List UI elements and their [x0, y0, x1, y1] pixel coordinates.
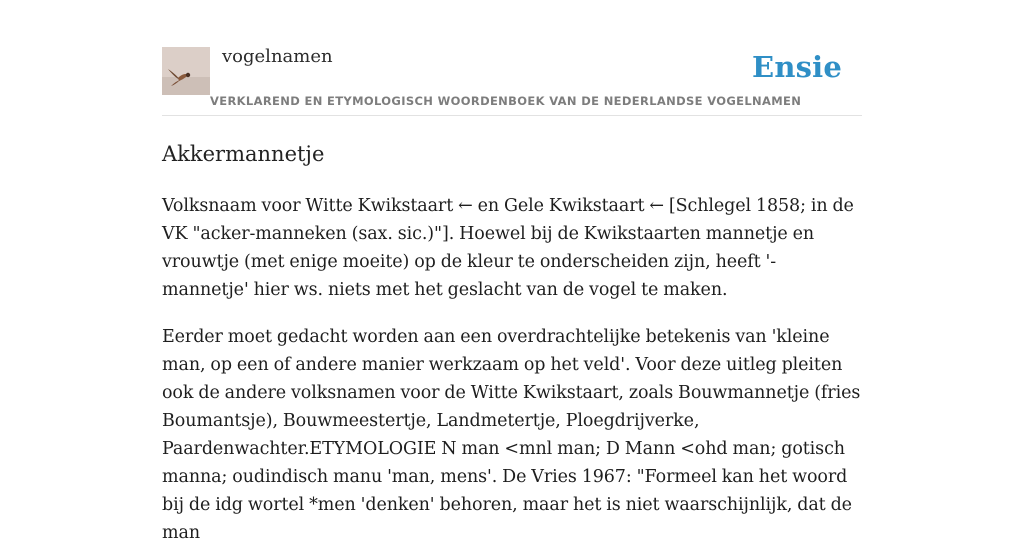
brand-logo[interactable]: Ensie	[752, 50, 842, 84]
entry-article	[162, 139, 862, 547]
entry-paragraph: Volksnaam voor Witte Kwikstaart ← en Gele Kwikstaart ← [Schlegel 1858; in de VK "acker-manneken (sax. sic.)"]. Hoewel bij de Kwikstaarten mannetje en vrouwtje (met enige moeite) op de kleur te onderscheiden zijn, heeft '-mannetje' hier ws. niets met het geslacht van de vogel te maken.	[162, 196, 854, 300]
entry-title: Akkermannetje	[162, 142, 325, 166]
bird-in-flight-icon[interactable]	[162, 47, 210, 95]
site-header	[162, 0, 862, 116]
entry-paragraph: Eerder moet gedacht worden aan een overdrachtelijke betekenis van 'kleine man, op een of andere manier werkzaam op het veld'. Voor deze uitleg pleiten ook de andere volksnamen voor de Witte Kwikstaart, zoals Bouwmannetje (fries Boumantsje), Bouwmeestertje, Landmetertje, Ploegdrijverke, Paardenwachter.ETYMOLOGIE N man <mnl man; D Mann <ohd man; gotisch manna; oudindisch manu 'man, mens'. De Vries 1967: "Formeel kan het woord bij de idg wortel *men 'denken' behoren, maar het is niet waarschijnlijk, dat de man	[162, 327, 861, 543]
site-name[interactable]: vogelnamen	[222, 46, 333, 67]
site-tagline: VERKLAREND EN ETYMOLOGISCH WOORDENBOEK VAN DE NEDERLANDSE VOGELNAMEN	[210, 94, 802, 108]
